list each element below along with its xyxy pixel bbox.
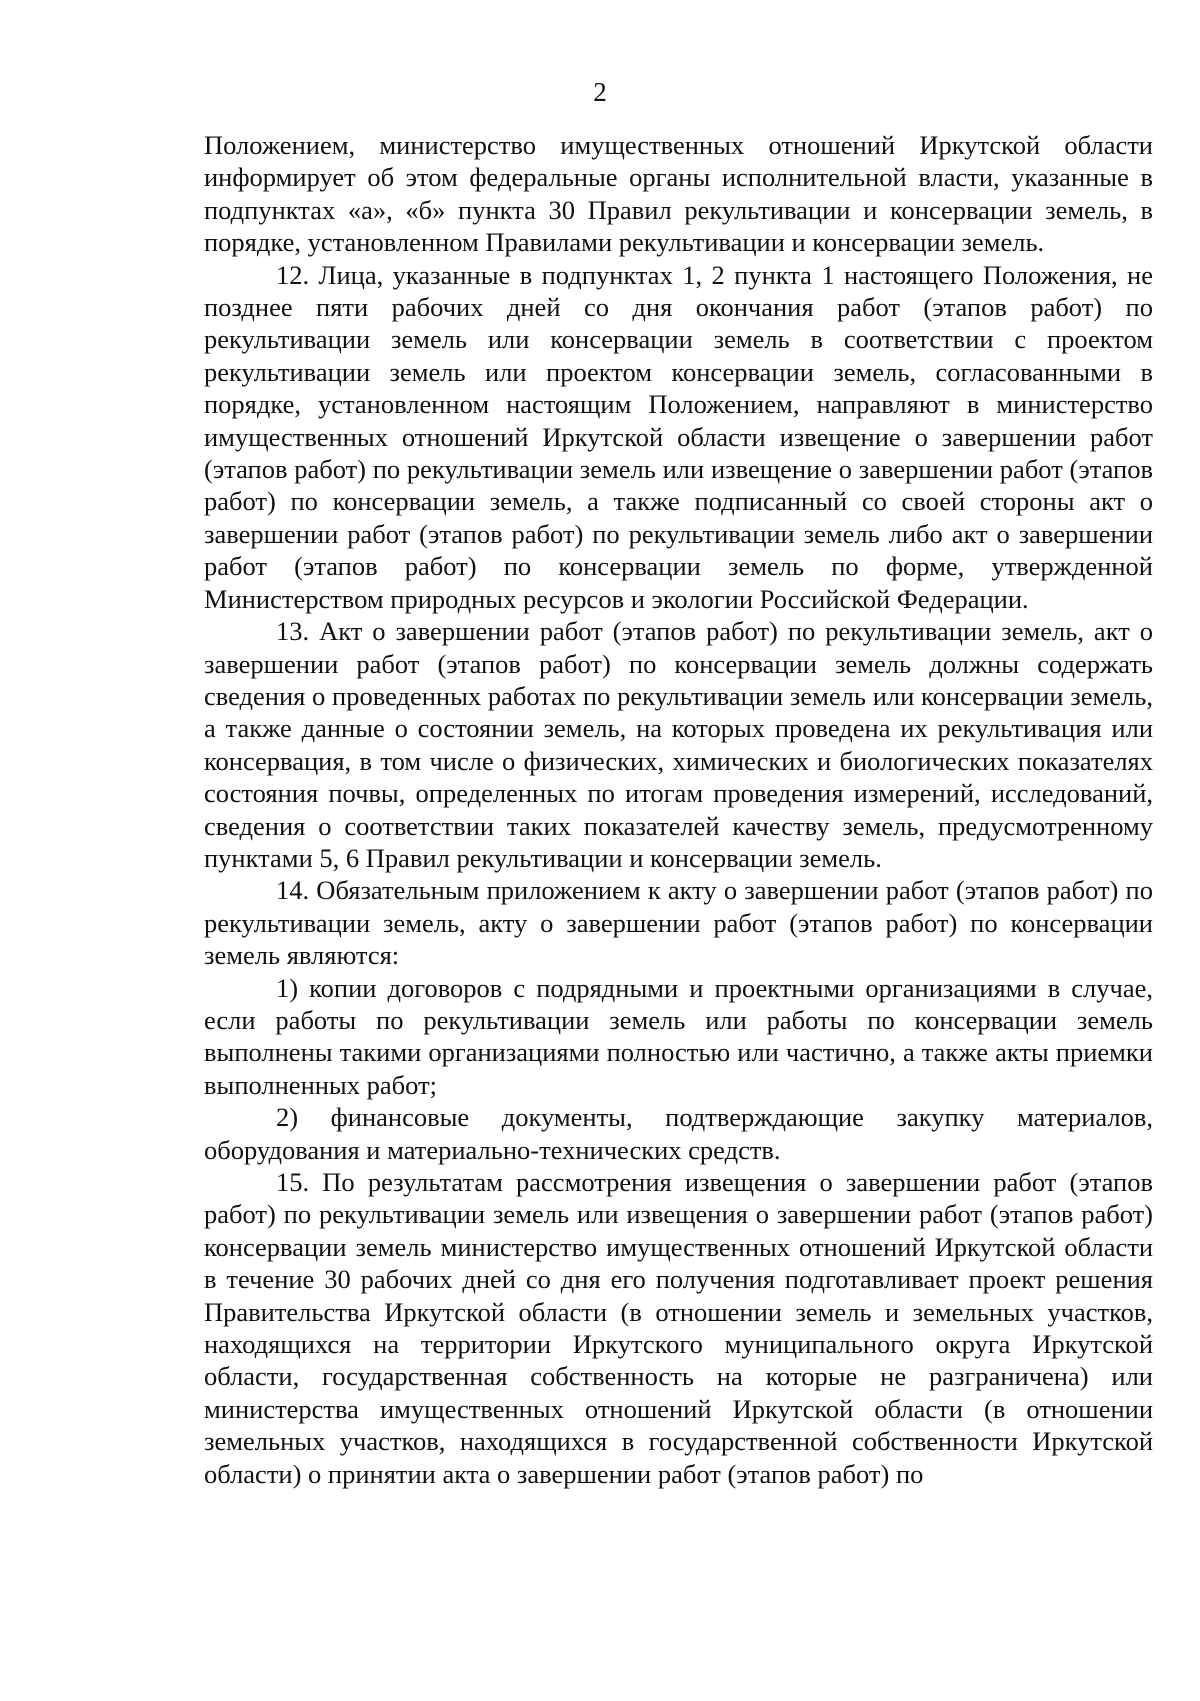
paragraph-item-15: 15. По результатам рассмотрения извещения о завершении работ (этапов работ) по рекультивации земель или извещения о завершении работ (этапов работ) консервации земель министерство имущественных отношений Иркутской области в течение 30 рабочих дней со дня его получения подготавливает проект решения Правительства Иркутской области (в отношении земель и земельных участков, находящихся на территории Иркутского муниципального округа Иркутской области, государственная собственность на которые не разграничена) или министерства имущественных отношений Иркутской области (в отношении земельных участков, находящихся в государственной собственности Иркутской области) о принятии акта о завершении работ (этапов работ) по [204,1167,1153,1489]
document-body [204,129,1153,1490]
page-number: 2 [593,77,607,107]
paragraph-subitem-2: 2) финансовые документы, подтверждающие закупку материалов, оборудования и материально-технических средств. [204,1102,1153,1165]
paragraph-item-13: 13. Акт о завершении работ (этапов работ) по рекультивации земель, акт о завершении работ (этапов работ) по консервации земель должны содержать сведения о проведенных работах по рекультивации земель или консервации земель, а также данные о состоянии земель, на которых проведена их рекультивация или консервация, в том числе о физических, химических и биологических показателях состояния почвы, определенных по итогам проведения измерений, исследований, сведения о соответствии таких показателей качеству земель, предусмотренному пунктами 5, 6 Правил рекультивации и консервации земель. [204,616,1153,873]
paragraph-item-12: 12. Лица, указанные в подпунктах 1, 2 пункта 1 настоящего Положения, не позднее пяти рабочих дней со дня окончания работ (этапов работ) по рекультивации земель или консервации земель в соответствии с проектом рекультивации земель или проектом консервации земель, согласованными в порядке, установленном настоящим Положением, направляют в министерство имущественных отношений Иркутской области извещение о завершении работ (этапов работ) по рекультивации земель или извещение о завершении работ (этапов работ) по консервации земель, а также подписанный со своей стороны акт о завершении работ (этапов работ) по рекультивации земель либо акт о завершении работ (этапов работ) по консервации земель по форме, утвержденной Министерством природных ресурсов и экологии Российской Федерации. [204,259,1153,614]
paragraph-continuation: Положением, министерство имущественных отношений Иркутской области информирует об этом федеральные органы исполнительной власти, указанные в подпунктах «а», «б» пункта 30 Правил рекультивации и консервации земель, в порядке, установленном Правилами рекультивации и консервации земель. [204,130,1153,258]
paragraph-item-14: 14. Обязательным приложением к акту о завершении работ (этапов работ) по рекультивации земель, акту о завершении работ (этапов работ) по консервации земель являются: [204,875,1153,971]
paragraph-subitem-1: 1) копии договоров с подрядными и проектными организациями в случае, если работы по рекультивации земель или работы по консервации земель выполнены такими организациями полностью или частично, а также акты приемки выполненных работ; [204,972,1153,1100]
